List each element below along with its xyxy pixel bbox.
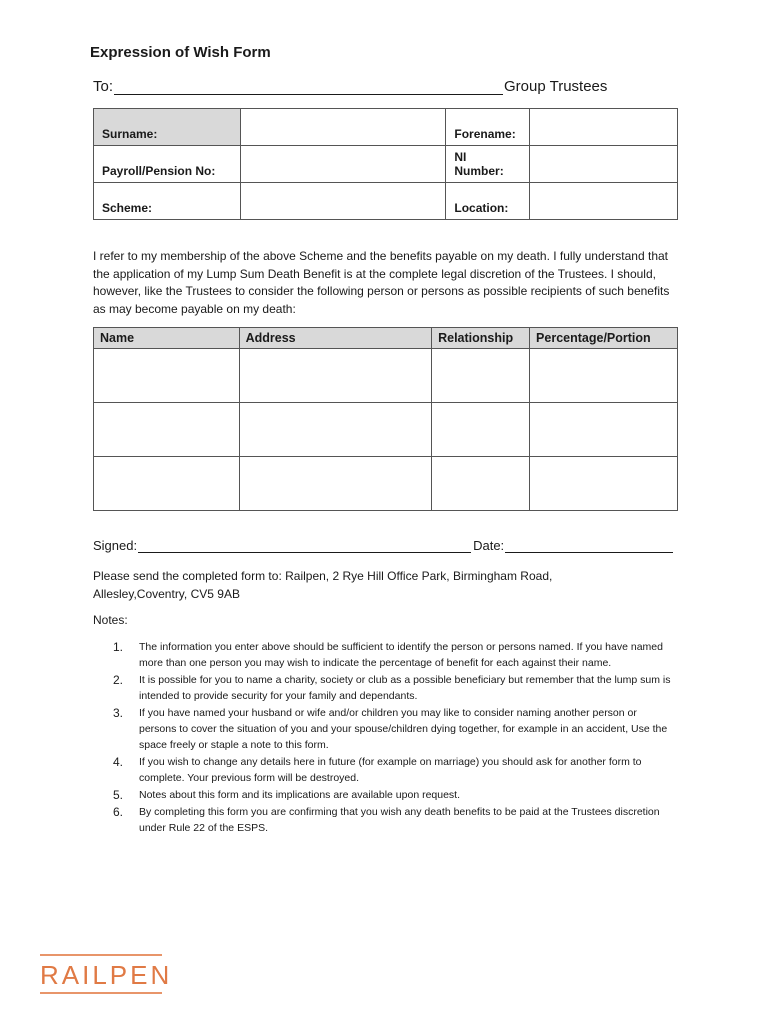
to-label: To:	[93, 78, 114, 95]
intro-paragraph: I refer to my membership of the above Scheme and the benefits payable on my death. I fully understand that the application of my Lump Sum Death Benefit is at the complete legal discretion of the Trustees. I should, however, like the Trustees to consider the following person or persons as possible recipients of such benefits as may become payable on my death:	[93, 249, 670, 316]
ni-label-line2: Number:	[454, 164, 504, 178]
beneficiary-name-cell[interactable]	[94, 349, 240, 403]
note-number: 1.	[113, 640, 124, 654]
surname-label: Surname:	[94, 109, 241, 146]
beneficiary-name-cell[interactable]	[94, 403, 240, 457]
list-item	[113, 639, 673, 671]
payroll-field[interactable]	[240, 146, 446, 183]
note-number: 6.	[113, 805, 124, 819]
beneficiary-relationship-cell[interactable]	[432, 403, 530, 457]
header-address: Address	[239, 328, 431, 349]
beneficiary-address-cell[interactable]	[239, 349, 431, 403]
scheme-field[interactable]	[240, 183, 446, 220]
date-input-line[interactable]	[505, 538, 673, 553]
member-details-table	[93, 108, 678, 220]
to-line	[93, 78, 607, 95]
logo-wordmark: RAILPEN	[40, 960, 173, 990]
signed-label: Signed:	[93, 538, 138, 553]
railpen-logo	[40, 954, 173, 994]
forename-field[interactable]	[530, 109, 678, 146]
header-name: Name	[94, 328, 240, 349]
to-input-line[interactable]	[114, 78, 503, 95]
table-row	[94, 457, 678, 511]
list-item	[113, 672, 673, 704]
note-text: If you wish to change any details here in future (for example on marriage) you should ask for another form to complete. Your previous form will be destroyed.	[139, 756, 642, 784]
ni-number-label	[446, 146, 530, 183]
signature-input-line[interactable]	[138, 538, 471, 553]
ni-label-line1: NI	[454, 150, 467, 164]
list-item	[113, 705, 673, 753]
beneficiary-relationship-cell[interactable]	[432, 457, 530, 511]
beneficiary-address-cell[interactable]	[239, 403, 431, 457]
ni-number-field[interactable]	[530, 146, 678, 183]
surname-field[interactable]	[240, 109, 446, 146]
forename-label: Forename:	[446, 109, 530, 146]
notes-list	[113, 639, 673, 837]
table-row	[94, 403, 678, 457]
notes-label: Notes:	[93, 613, 128, 627]
note-number: 4.	[113, 755, 124, 769]
note-number: 3.	[113, 706, 124, 720]
note-text: It is possible for you to name a charity, society or club as a possible beneficiary but remember that the lump sum is intended to provide security for your family and dependants.	[139, 674, 671, 702]
scheme-label: Scheme:	[94, 183, 241, 220]
header-percentage: Percentage/Portion	[530, 328, 678, 349]
note-text: Notes about this form and its implications are available upon request.	[139, 789, 461, 801]
list-item	[113, 754, 673, 786]
note-number: 2.	[113, 673, 124, 687]
beneficiary-address-cell[interactable]	[239, 457, 431, 511]
note-text: The information you enter above should be sufficient to identify the person or persons named. If you have named more than one person you may wish to indicate the percentage of benefit for each against their name.	[139, 641, 663, 669]
location-field[interactable]	[530, 183, 678, 220]
beneficiary-relationship-cell[interactable]	[432, 349, 530, 403]
beneficiary-percentage-cell[interactable]	[530, 457, 678, 511]
beneficiaries-table	[93, 327, 678, 511]
to-suffix: Group Trustees	[504, 78, 608, 95]
note-text: By completing this form you are confirming that you wish any death benefits to be paid at the Trustees discretion under Rule 22 of the ESPS.	[139, 806, 660, 834]
date-label: Date:	[473, 538, 505, 553]
location-label: Location:	[446, 183, 530, 220]
header-relationship: Relationship	[432, 328, 530, 349]
list-item	[113, 804, 673, 836]
form-title: Expression of Wish Form	[90, 44, 271, 61]
list-item	[113, 787, 673, 803]
beneficiary-percentage-cell[interactable]	[530, 403, 678, 457]
beneficiary-percentage-cell[interactable]	[530, 349, 678, 403]
beneficiary-name-cell[interactable]	[94, 457, 240, 511]
payroll-label: Payroll/Pension No:	[94, 146, 241, 183]
note-number: 5.	[113, 788, 124, 802]
signature-line	[93, 538, 673, 553]
note-text: If you have named your husband or wife and/or children you may like to consider naming another person or persons to cover the situation of you and your spouse/children dying together, for example in an accident, Use the space freely or staple a note to this form.	[139, 707, 668, 751]
table-row	[94, 349, 678, 403]
logo-bottom-rule	[40, 992, 162, 994]
return-address: Please send the completed form to: Railpen, 2 Rye Hill Office Park, Birmingham Road, Allesley,Coventry, CV5 9AB	[93, 569, 553, 601]
